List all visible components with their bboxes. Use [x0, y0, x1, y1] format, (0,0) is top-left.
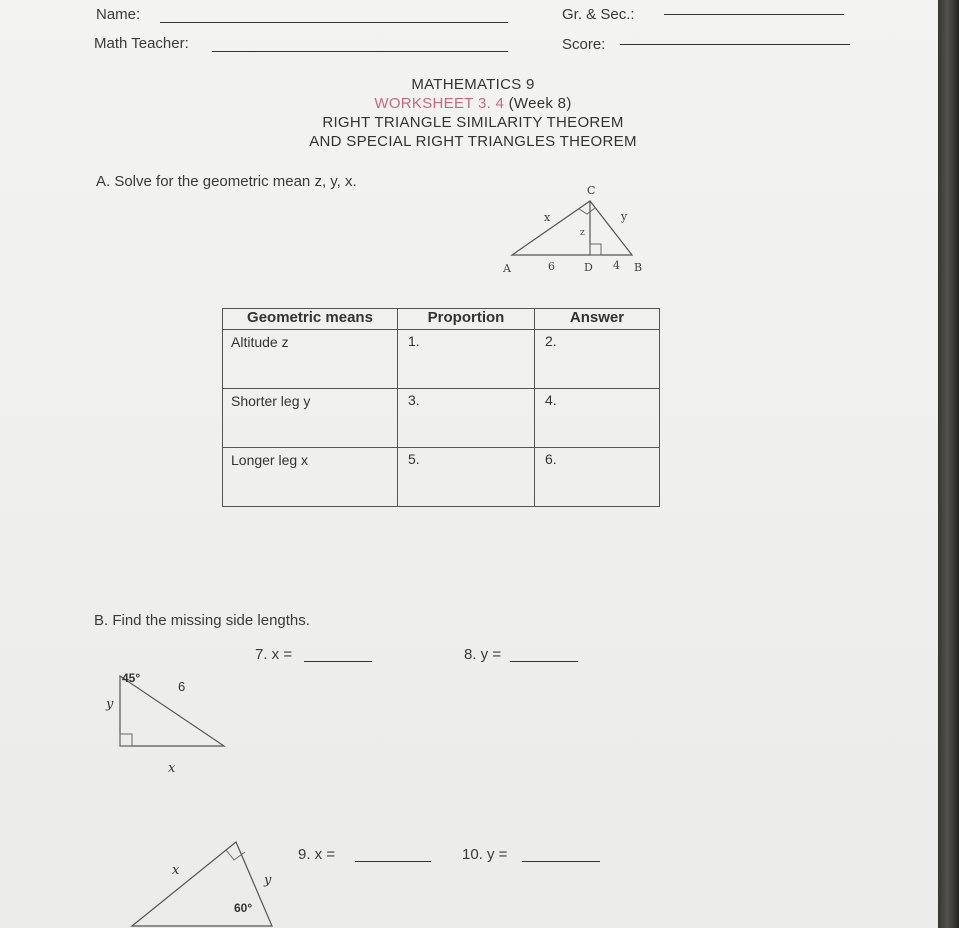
- question-10-answer-field[interactable]: [522, 861, 600, 862]
- question-9-label: 9. x =: [298, 846, 336, 863]
- answer-cell[interactable]: [535, 330, 660, 389]
- triangle-abc: [512, 201, 632, 255]
- worksheet-title: [0, 95, 938, 112]
- item-number: 2.: [545, 333, 557, 349]
- table-row: [223, 448, 660, 507]
- name-label: Name:: [96, 6, 141, 23]
- right-angle-mark-c: [579, 208, 595, 214]
- proportion-cell[interactable]: [398, 330, 535, 389]
- row-label: Longer leg x: [231, 452, 309, 468]
- row-label: Shorter leg y: [231, 393, 311, 409]
- item-number: 6.: [545, 451, 557, 467]
- label-d: D: [584, 261, 593, 274]
- answer-cell[interactable]: [535, 389, 660, 448]
- angle-60-label: 60°: [234, 901, 253, 915]
- item-number: 5.: [408, 451, 420, 467]
- part-a-instruction: A. Solve for the geometric mean z, y, x.: [96, 173, 357, 190]
- score-field[interactable]: [620, 44, 850, 45]
- triangle-45: [120, 676, 224, 746]
- grade-section-label: Gr. & Sec.:: [562, 6, 635, 23]
- subject-title: MATHEMATICS 9: [411, 76, 535, 93]
- label-c: C: [587, 184, 596, 197]
- label-b: B: [634, 261, 643, 274]
- question-7-label: 7. x =: [255, 646, 293, 663]
- answer-cell[interactable]: [535, 448, 660, 507]
- triangle-45-degree-figure: [98, 664, 238, 780]
- leg-x-label: x: [168, 761, 176, 776]
- label-ad-length: 6: [548, 260, 555, 273]
- right-triangle-altitude-figure: [495, 178, 655, 278]
- triangle-60-degree-figure: [124, 832, 284, 928]
- table-header-row: [223, 309, 660, 330]
- geometric-means-table: [222, 308, 660, 507]
- question-9-answer-field[interactable]: [355, 861, 431, 862]
- right-angle-mark: [120, 734, 132, 746]
- grade-section-field[interactable]: [664, 14, 844, 15]
- name-field[interactable]: [160, 22, 508, 23]
- hypotenuse-6-label: 6: [178, 679, 186, 694]
- item-number: 4.: [545, 392, 557, 408]
- question-8-answer-field[interactable]: [510, 661, 578, 662]
- table-row: [223, 330, 660, 389]
- label-x: x: [544, 211, 551, 224]
- topic-line-2: AND SPECIAL RIGHT TRIANGLES THEOREM: [309, 133, 637, 150]
- question-7-answer-field[interactable]: [304, 661, 372, 662]
- label-y: y: [621, 210, 628, 223]
- row-label: Altitude z: [231, 334, 289, 350]
- header-answer: Answer: [535, 309, 660, 330]
- row-label-cell: [223, 330, 398, 389]
- question-8-label: 8. y =: [464, 646, 502, 663]
- worksheet-number: WORKSHEET 3. 4: [374, 95, 505, 112]
- topic-line-1: RIGHT TRIANGLE SIMILARITY THEOREM: [322, 114, 624, 131]
- row-label-cell: [223, 448, 398, 507]
- item-number: 1.: [408, 333, 420, 349]
- label-a: A: [503, 262, 511, 275]
- header-geometric-means: Geometric means: [223, 309, 398, 330]
- proportion-cell[interactable]: [398, 389, 535, 448]
- math-teacher-label: Math Teacher:: [94, 35, 189, 52]
- week-label: (Week 8): [508, 95, 572, 112]
- header-proportion: Proportion: [398, 309, 535, 330]
- question-10-label: 10. y =: [462, 846, 508, 863]
- row-label-cell: [223, 389, 398, 448]
- leg-y-label: y: [106, 697, 114, 712]
- label-db-length: 4: [613, 259, 620, 272]
- proportion-cell[interactable]: [398, 448, 535, 507]
- side-y-label: y: [264, 873, 272, 888]
- table-row: [223, 389, 660, 448]
- part-b-instruction: B. Find the missing side lengths.: [94, 612, 310, 629]
- side-x-label: x: [172, 863, 180, 878]
- angle-45-label: 45°: [122, 671, 141, 685]
- item-number: 3.: [408, 392, 420, 408]
- score-label: Score:: [562, 36, 606, 53]
- right-angle-mark-d: [590, 244, 601, 255]
- math-teacher-field[interactable]: [212, 51, 508, 52]
- label-z: z: [580, 228, 585, 238]
